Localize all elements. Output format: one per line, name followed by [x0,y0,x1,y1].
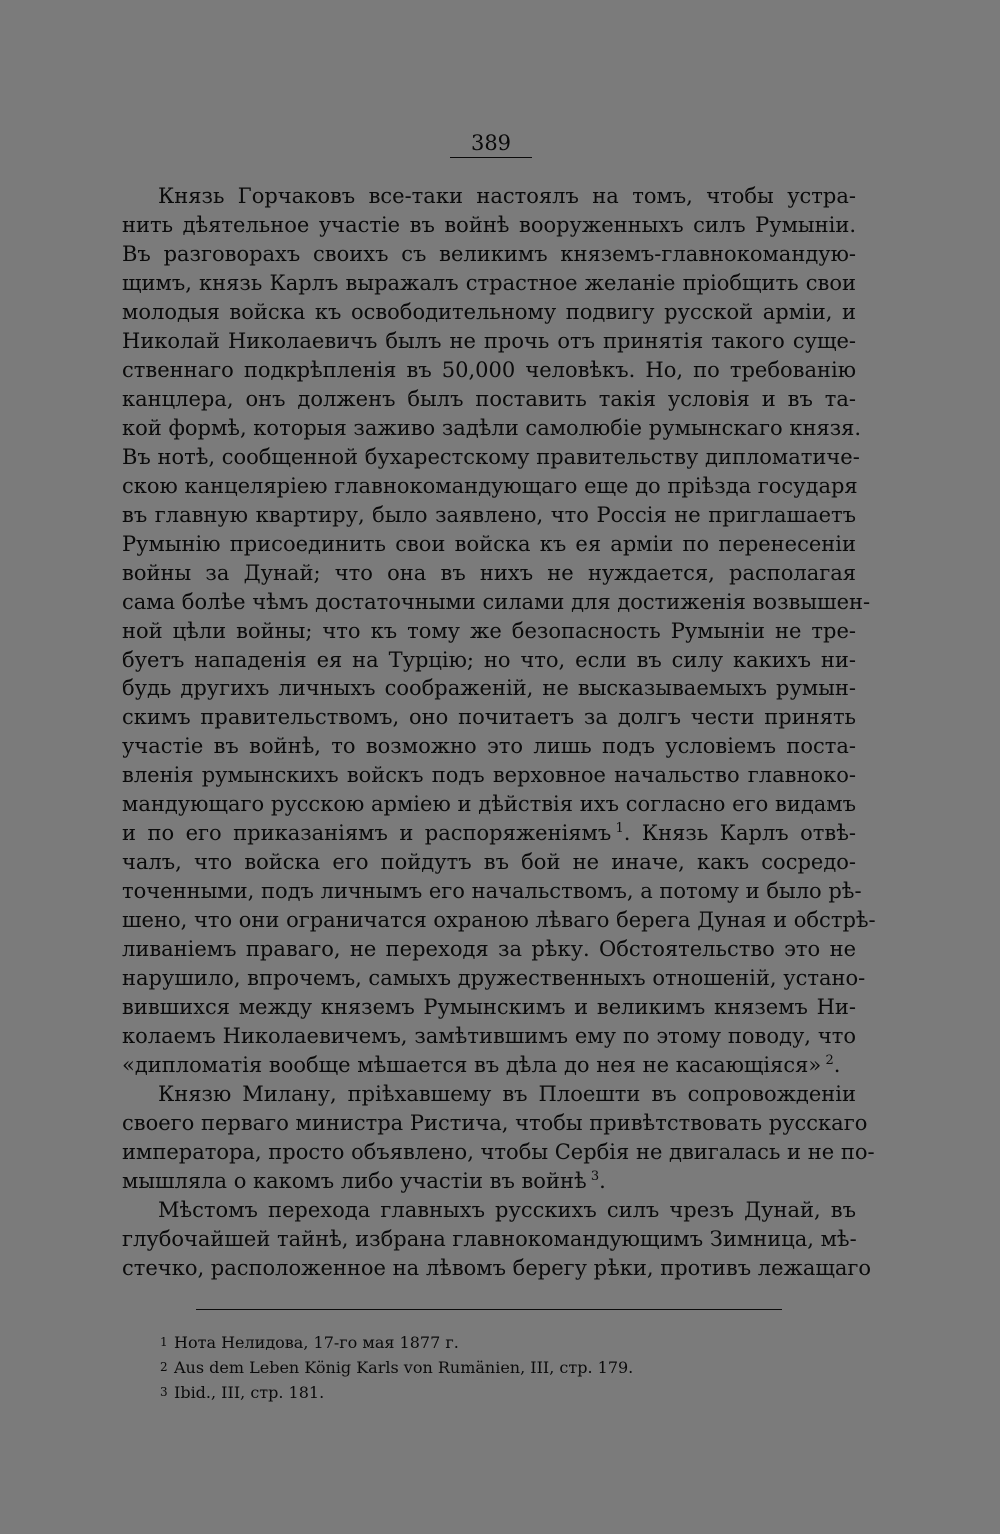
text-line: императора, просто объявлено, чтобы Сербія не двигалась и не по- [122,1139,875,1164]
text-line-with-footnote-ref [122,1051,856,1080]
text-line: сама болѣе чѣмъ достаточными силами для достиженія возвышен- [122,589,871,614]
footnote-marker: 3 [160,1385,168,1399]
footnote-marker: 1 [160,1335,168,1349]
text-line: ной цѣли войны; что къ тому же безопасность Румыніи не тре- [122,618,856,643]
text-line: Румынію присоединить свои войска къ ея арміи по перенесеніи [122,531,856,556]
text-line: буетъ нападенія ея на Турцію; но что, если въ силу какихъ ни- [122,647,856,672]
footnote-text: Aus dem Leben König Karls von Rumänien, III, стр. 179. [174,1358,634,1377]
text-line: своего перваго министра Ристича, чтобы привѣтствовать русскаго [122,1111,868,1135]
text-line: молодыя войска къ освободительному подвигу русской арміи, и [122,299,856,324]
text-fragment: . [599,1168,606,1193]
text-fragment: и по его приказаніямъ и распоряженіямъ [122,821,612,846]
footnotes [160,1330,860,1405]
footnote-ref-3: 3 [590,1168,600,1184]
text-line: вившихся между княземъ Румынскимъ и великимъ княземъ Ни- [122,995,856,1020]
footnote-divider [196,1309,782,1310]
text-line: Мѣстомъ перехода главныхъ русскихъ силъ чрезъ Дунай, въ [158,1197,856,1222]
footnote-ref-2: 2 [825,1053,834,1069]
text-line: Въ нотѣ, сообщенной бухарестскому правительству дипломатиче- [122,444,860,469]
text-fragment: мышляла о какомъ либо участіи въ войнѣ [122,1168,587,1193]
text-line: колаемъ Николаевичемъ, замѣтившимъ ему по этому поводу, что [122,1024,856,1049]
text-line: глубочайшей тайнѣ, избрана главнокомандующимъ Зимница, мѣ- [122,1226,857,1251]
text-line: ственнаго подкрѣпленія въ 50,000 человѣкъ. Но, по требованію [122,357,856,382]
text-line: скимъ правительствомъ, оно почитаетъ за долгъ чести принять [122,705,856,730]
footnote-2 [160,1355,860,1380]
footnote-1 [160,1330,860,1355]
text-line: мандующаго русскою арміею и дѣйствія ихъ согласно его видамъ [122,792,856,817]
text-fragment: . Князь Карлъ отвѣ- [623,821,856,846]
text-line: стечко, расположенное на лѣвомъ берегу рѣки, противъ лежащаго [122,1255,872,1280]
text-line: будь другихъ личныхъ соображеній, не высказываемыхъ румын- [122,676,856,701]
text-line: чалъ, что войска его пойдутъ въ бой не иначе, какъ сосредо- [122,850,856,875]
text-fragment: . [833,1053,841,1078]
text-line: ливаніемъ праваго, не переходя за рѣку. Обстоятельство это не [122,937,856,962]
text-line: участіе въ войнѣ, то возможно это лишь подъ условіемъ поста- [122,734,856,759]
text-line: въ главную квартиру, было заявлено, что Россія не приглашаетъ [122,502,856,527]
text-fragment: «дипломатія вообще мѣшается въ дѣла до нея не касающіяся» [122,1053,822,1078]
text-line: Князю Милану, пріѣхавшему въ Плоешти въ сопровожденіи [158,1082,856,1107]
page-number: 389 [450,131,532,158]
text-line: нарушило, впрочемъ, самыхъ дружественныхъ отношеній, устано- [122,966,866,991]
footnote-text: Ibid., III, стр. 181. [174,1383,325,1402]
footnote-marker: 2 [160,1360,168,1374]
body-text [122,182,876,1283]
text-line: нить дѣятельное участіе въ войнѣ вооруженныхъ силъ Румыніи. [122,212,856,237]
text-line: Николай Николаевичъ былъ не прочь отъ принятія такого суще- [122,328,856,353]
text-line-with-footnote-ref [122,1167,856,1196]
text-line: Князь Горчаковъ все-таки настоялъ на томъ, чтобы устра- [158,184,856,208]
text-line: скою канцеляріею главнокомандующаго еще до пріѣзда государя [122,473,858,498]
text-line: точенными, подъ личнымъ его начальствомъ, а потому и было рѣ- [122,879,862,904]
text-line: Въ разговорахъ своихъ съ великимъ княземъ-главнокомандую- [122,241,856,266]
text-line: щимъ, князь Карлъ выражалъ страстное желаніе пріобщить свои [122,270,856,295]
footnote-text: Нота Нелидова, 17-го мая 1877 г. [174,1333,459,1352]
text-line: канцлера, онъ долженъ былъ поставить такія условія и въ та- [122,386,856,411]
footnote-ref-1: 1 [615,821,624,837]
text-line-with-footnote-ref [122,819,856,848]
footnote-3 [160,1380,860,1405]
text-line: кой формѣ, которыя заживо задѣли самолюбіе румынскаго князя. [122,415,862,440]
text-line: вленія румынскихъ войскъ подъ верховное начальство главноко- [122,763,856,788]
text-line: шено, что они ограничатся охраною лѣваго берега Дуная и обстрѣ- [122,908,876,933]
text-line: войны за Дунай; что она въ нихъ не нуждается, располагая [122,560,856,585]
